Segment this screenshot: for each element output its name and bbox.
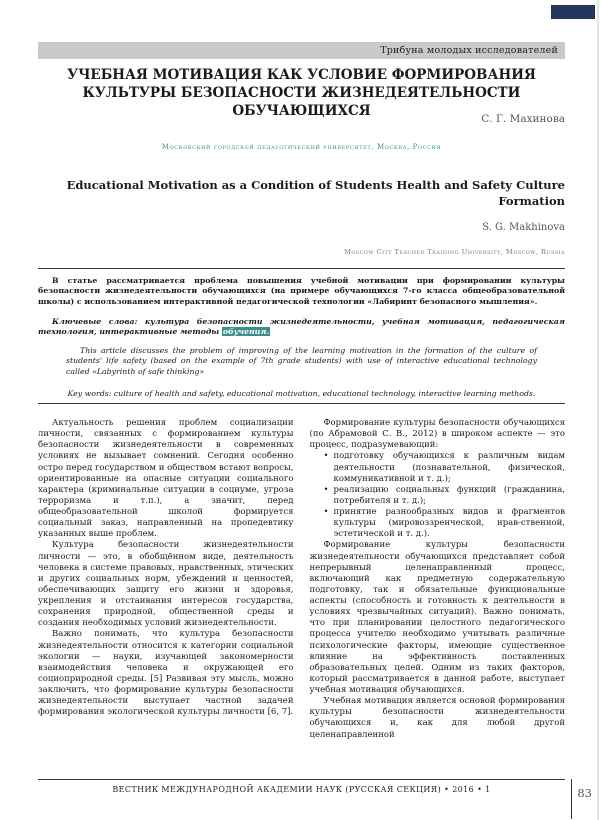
section-banner: Трибуна молодых исследователей (38, 42, 565, 59)
keywords-en: Key words: culture of health and safety, educational motivation, educational technology, interactive learning methods. (67, 389, 536, 398)
keywords-ru-highlighted-term: обучения. (222, 327, 270, 337)
affiliation-en: Moscow City Teacher Training University, Moscow, Russia (343, 248, 565, 256)
affiliation-ru: Московский городской педагогический университет, Москва, Россия (161, 143, 442, 151)
abstract-en: This article discusses the problem of improving of the learning motivation in the formation of the culture of students' life safety (based on the example of 7th grade students) with use of interactive educational technology called «Labyrinth of safe thinking» (66, 346, 537, 376)
page-number-divider (571, 779, 572, 819)
keywords-ru-body: культура безопасности жизнедеятельности, учебная мотивация, педагогическая технология, интерактивные методы (38, 317, 565, 337)
abstract-top-rule (38, 268, 565, 269)
footer-rule (38, 779, 565, 780)
paragraph: Актуальность решения проблем социализации личности, связанных с формированием культуры безопасности жизнедеятельности в современных условиях не вызывает сомнений. Сегодня особенно остро перед государством и обществом встают вопросы, ориентированные на опасные ситуации социального характера (криминальные ситуации в социуме, угроза терроризма и т.п.), а значит, перед общеобразовательной школой формируется социальный заказ, направленный на пропедевтику указанных выше проблем. (38, 418, 294, 540)
body-columns (38, 418, 565, 776)
body-column-right (310, 418, 566, 776)
bullet-item: • подготовку обучающихся к различным видам деятельности (познавательной, физической, коммуникативной и т. д.); (310, 451, 566, 484)
bullet-item: • принятие разнообразных видов и фрагментов культуры (мировоззренческой, нрав-ственной, эстетической и т. д.). (310, 507, 566, 540)
keywords-ru-label: Ключевые слова: (52, 317, 138, 326)
paragraph: Учебная мотивация является основой формирования культуры безопасности жизнедеятельности обучающихся и, как для любой другой целенаправленной (309, 696, 565, 740)
abstract-bottom-rule (38, 403, 565, 404)
paragraph: Культура безопасности жизнедеятельности личности — это, в обобщённом виде, деятельность человека в системе правовых, нравственных, этических и других социальных норм, убеждений и ценностей, обеспечивающих защиту его жизни и здоровья, укрепления и отстаивания интересов государства, сохранения природной, общественной среды и создания необходимых условий жизнедеятельности. (38, 540, 294, 629)
bullet-list (310, 451, 566, 540)
bullet-item: • реализацию социальных функций (гражданина, потребителя и т. д.); (310, 485, 566, 507)
abstract-ru: В статье рассматривается проблема повышения учебной мотивации при формировании культуры безопасности жизнедеятельности обучающихся (на примере обучающихся 7-го класса общеобразовательной школы) с использованием интерактивной педагогической технологии «Лабиринт безопасного мышления». (38, 276, 565, 306)
corner-badge (551, 5, 595, 19)
keywords-ru (38, 317, 565, 338)
article-title-en: Educational Motivation as a Condition of Students Health and Safety Culture Formation (66, 178, 565, 208)
article-title-ru: УЧЕБНАЯ МОТИВАЦИЯ КАК УСЛОВИЕ ФОРМИРОВАНИЯ КУЛЬТУРЫ БЕЗОПАСНОСТИ ЖИЗНЕДЕЯТЕЛЬНОСТИ ОБУЧАЮЩИХСЯ (67, 67, 536, 120)
paragraph: Важно понимать, что культура безопасности жизнедеятельности относится к категории социальной экологии — науки, изучающей закономерности взаимодействия человека и окружающей его социоприродной среды. [5] Развивая эту мысль, можно заключить, что формирование культуры безопасности жизнедеятельности выступает частной задачей формирования экологической культуры личности [6, 7]. (38, 629, 294, 718)
page-number: 83 (577, 786, 592, 800)
paragraph: Формирование культуры безопасности обучающихся (по Абрамовой С. В., 2012) в широком аспекте — это процесс, подразумевающий: (309, 418, 565, 451)
author-name-en: S. G. Makhinova (482, 222, 565, 233)
body-column-left (38, 418, 294, 776)
paragraph: Формирование культуры безопасности жизнедеятельности обучающихся представляет собой непрерывный целенаправленный процесс, включающий как предметную содержательную подготовку, так и обязательные функциональные аспекты (способность и готовность к деятельности в условиях чрезвычайных ситуаций). Важно понимать, что при планировании целостного педагогического процесса учителю необходимо учитывать различные психологические факторы, имеющие существенное влияние на эффективность поставленных образовательных целей. Одним из таких факторов, который рассматривается в данной работе, выступает учебная мотивация обучающихся. (309, 540, 565, 695)
author-name-ru: С. Г. Махинова (481, 113, 565, 125)
page-edge-shadow (597, 0, 599, 820)
journal-footer: ВЕСТНИК МЕЖДУНАРОДНОЙ АКАДЕМИИ НАУК (РУССКАЯ СЕКЦИЯ) • 2016 • 1 (112, 785, 491, 794)
